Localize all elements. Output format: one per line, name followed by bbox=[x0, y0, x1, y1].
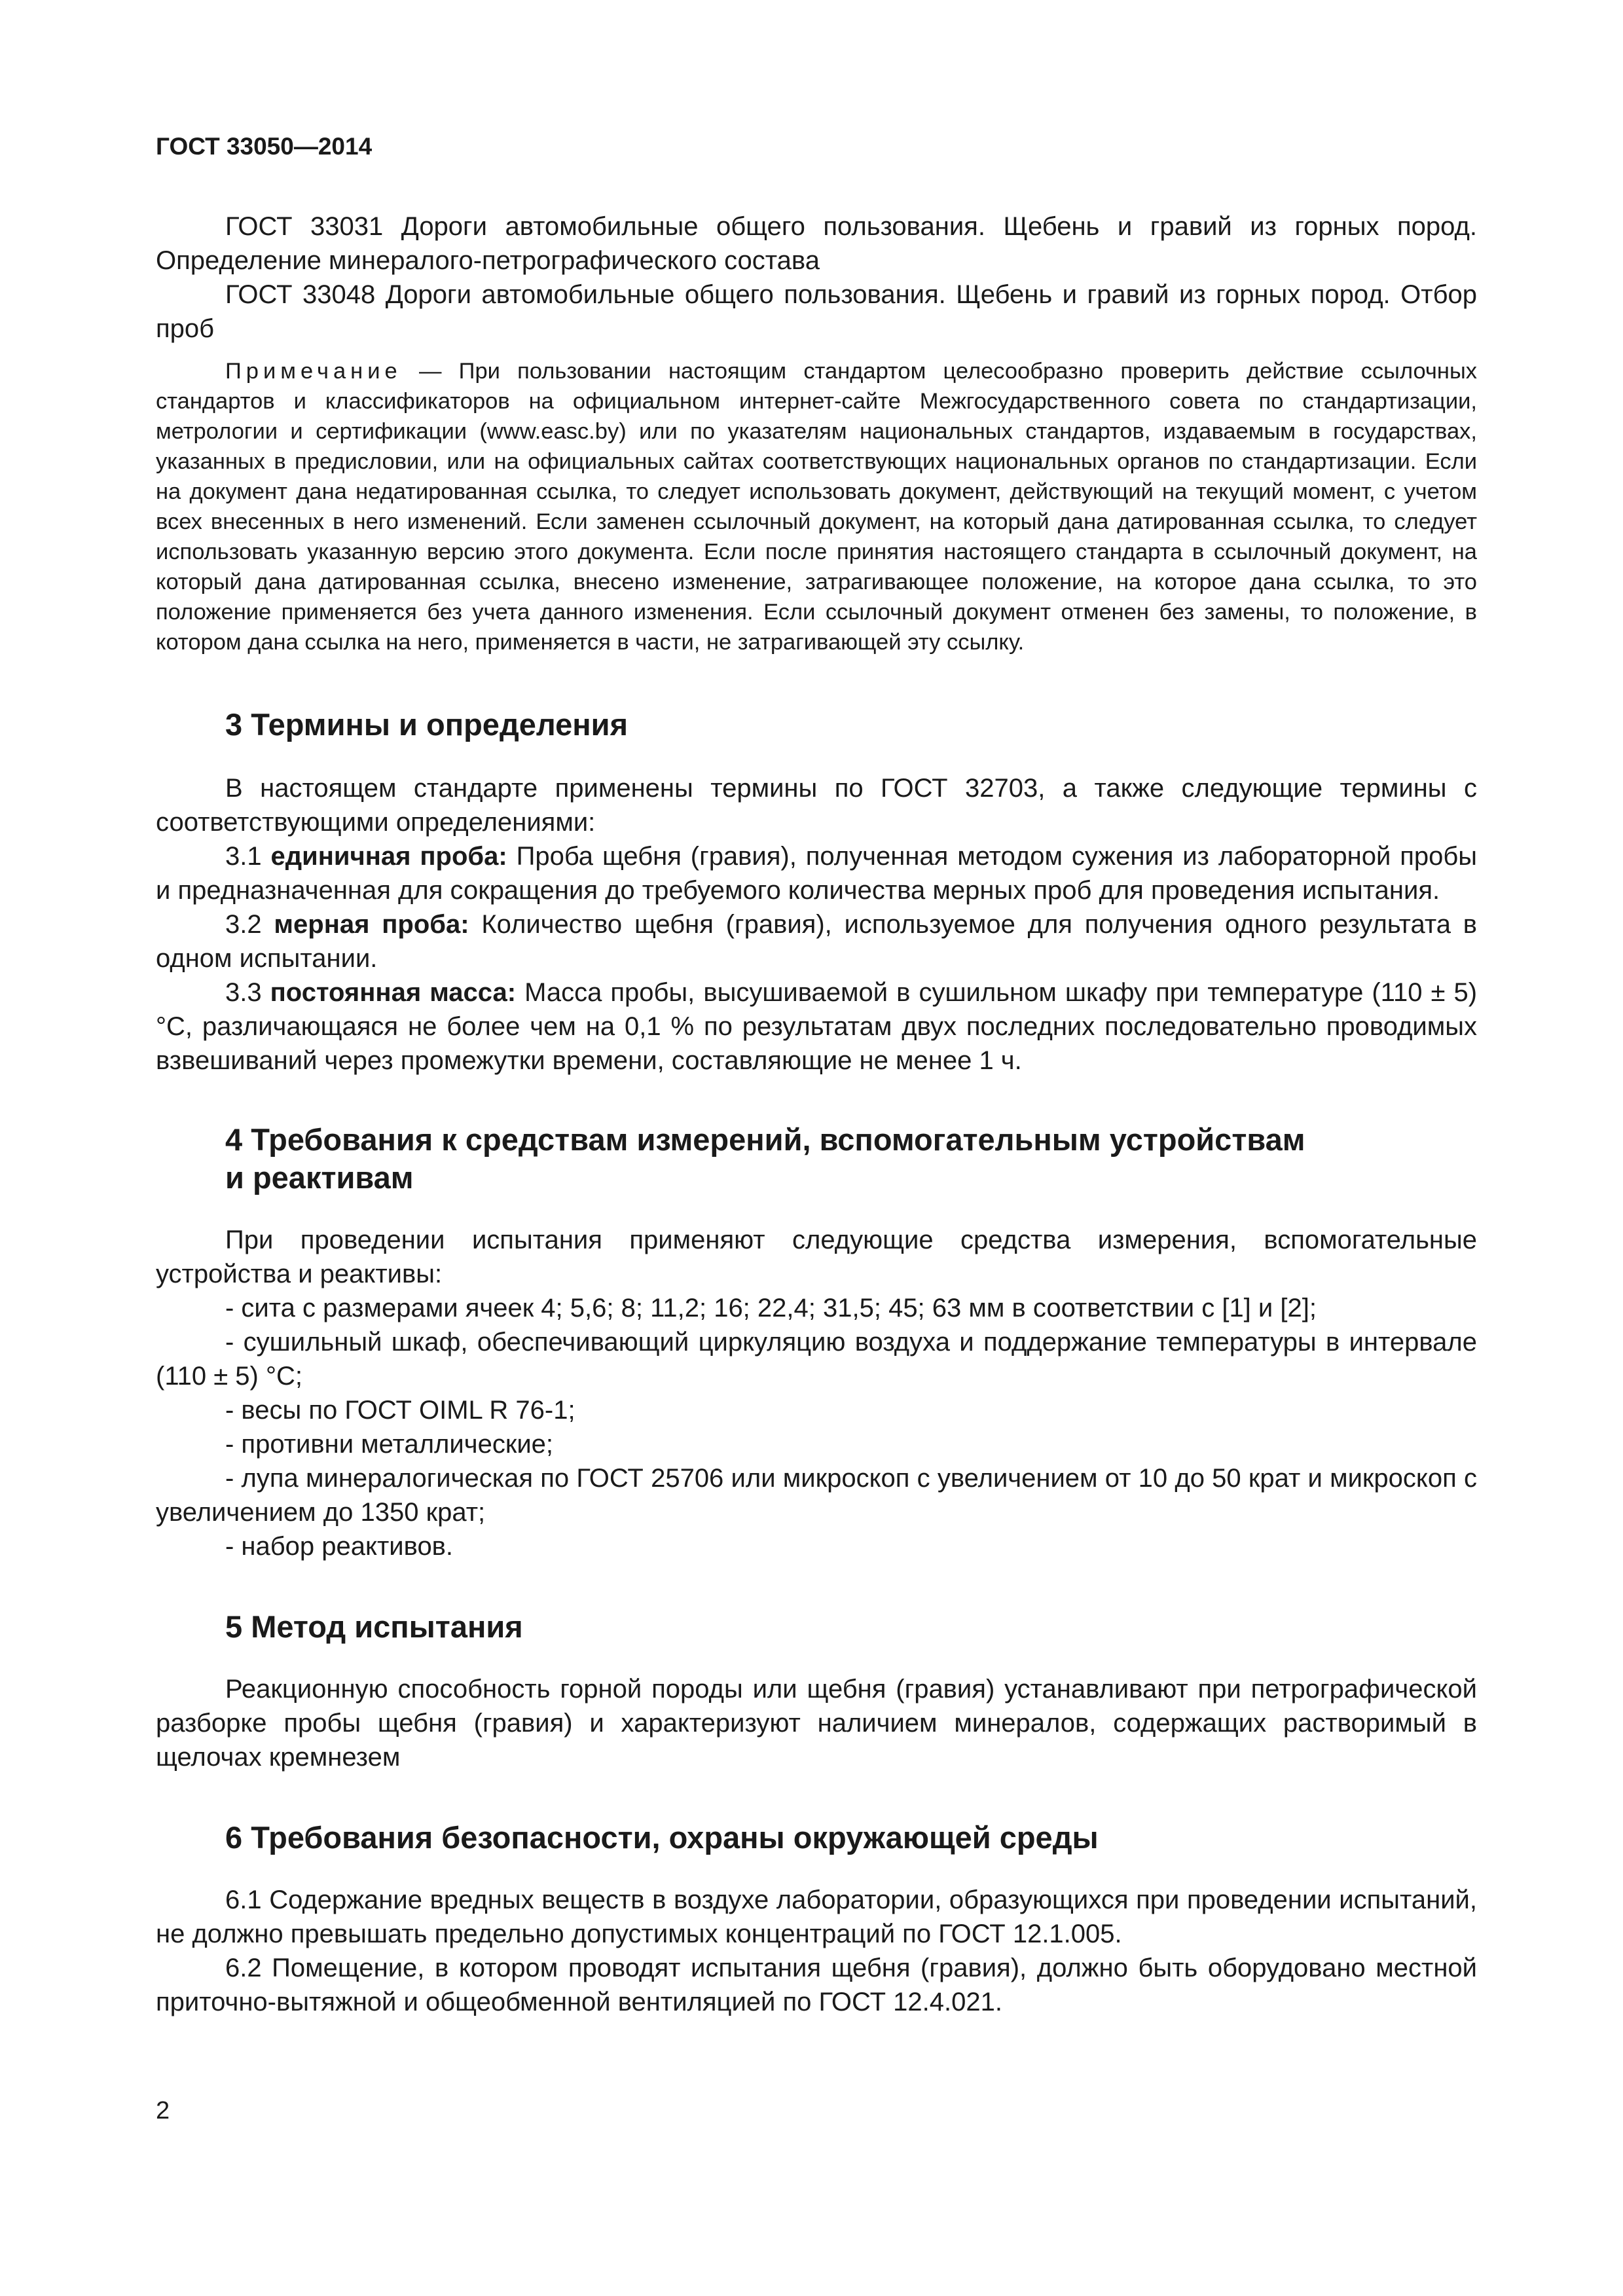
equipment-item: - сита с размерами ячеек 4; 5,6; 8; 11,2; 16; 22,4; 31,5; 45; 63 мм в соответствии с [1] и [2]; bbox=[225, 1294, 1317, 1322]
term-item bbox=[156, 975, 1477, 1078]
note-paragraph bbox=[156, 356, 1477, 657]
section-6-body bbox=[156, 1883, 1477, 2019]
term-item bbox=[156, 907, 1477, 975]
term-number: 3.1 bbox=[225, 842, 271, 871]
equipment-item: - сушильный шкаф, обеспечивающий циркуляцию воздуха и поддержание температуры в интервале (110 ± 5) °С; bbox=[156, 1328, 1477, 1391]
note-text: — При пользовании настоящим стандартом целесообразно проверить действие ссылочных стандартов и классификаторов на официальном интернет-сайте Межгосударственного совета по стандартизации, метрологии и сертификации (www.easc.by) или по указателям национальных стандартов, издаваемым в государствах, указанных в предисловии, или на официальных сайтах соответствующих национальных органов по стандартизации. Если на документ дана недатированная ссылка, то следует использовать документ, действующий на текущий момент, с учетом всех внесенных в него изменений. Если заменен ссылочный документ, на который дана датированная ссылка, то следует использовать указанную версию этого документа. Если после принятия настоящего стандарта в ссылочный документ, на который дана датированная ссылка, внесено изменение, затрагивающее положение, на которое дана ссылка, то это положение применяется без учета данного изменения. Если ссылочный документ отменен без замены, то положение, в котором дана ссылка на него, применяется в части, не затрагивающей эту ссылку. bbox=[156, 359, 1477, 655]
term-item bbox=[156, 839, 1477, 907]
equipment-item: - лупа минералогическая по ГОСТ 25706 или микроскоп с увеличением от 10 до 50 крат и микроскоп с увеличением до 1350 крат; bbox=[156, 1464, 1477, 1527]
term-name: единичная проба: bbox=[270, 842, 507, 871]
section-3-intro: В настоящем стандарте применены термины по ГОСТ 32703, а также следующие термины с соответствующими определениями: bbox=[156, 774, 1477, 837]
section-4-intro: При проведении испытания применяют следующие средства измерения, вспомогательные устройства и реактивы: bbox=[156, 1226, 1477, 1288]
equipment-item: - набор реактивов. bbox=[225, 1532, 454, 1561]
reference-text: Дороги автомобильные общего пользования. Щебень и гравий из горных пород. Отбор проб bbox=[156, 280, 1477, 343]
section-6-item: 6.2 Помещение, в котором проводят испытания щебня (гравия), должно быть оборудовано местной приточно-вытяжной и общеобменной вентиляцией по ГОСТ 12.4.021. bbox=[156, 1954, 1477, 2016]
reference-item bbox=[156, 278, 1477, 346]
term-number: 3.3 bbox=[225, 978, 270, 1007]
section-4-title-line2: и реактивам bbox=[225, 1160, 414, 1195]
section-4-title bbox=[156, 1121, 1477, 1197]
section-6-title: 6 Требования безопасности, охраны окружающей среды bbox=[225, 1820, 1099, 1855]
page-number: 2 bbox=[156, 2097, 170, 2124]
section-5-body bbox=[156, 1672, 1477, 1774]
term-definition: Проба щебня (гравия), полученная методом сужения из лабораторной пробы и предназначенная для сокращения до требуемого количества мерных проб для проведения испытания. bbox=[156, 842, 1478, 905]
reference-item bbox=[156, 210, 1477, 278]
reference-code: ГОСТ 33048 bbox=[225, 280, 376, 309]
section-4-title-line1: 4 Требования к средствам измерений, вспомогательным устройствам bbox=[225, 1122, 1305, 1157]
note-label: Примечание bbox=[225, 359, 402, 384]
term-number: 3.2 bbox=[225, 910, 274, 939]
references-list bbox=[156, 210, 1477, 346]
section-4-body bbox=[156, 1223, 1477, 1563]
section-5-text: Реакционную способность горной породы или щебня (гравия) устанавливают при петрографической разборке пробы щебня (гравия) и характеризуют наличием минералов, содержащих растворимый в щелочах кремнезем bbox=[156, 1675, 1477, 1772]
reference-text: Дороги автомобильные общего пользования. Щебень и гравий из горных пород. Определение минералого-петрографического состава bbox=[156, 212, 1477, 275]
equipment-item: - весы по ГОСТ OIML R 76-1; bbox=[225, 1396, 575, 1425]
section-3-body bbox=[156, 771, 1477, 1078]
section-5-title: 5 Метод испытания bbox=[225, 1609, 523, 1644]
term-definition: Количество щебня (гравия), используемое для получения одного результата в одном испытании. bbox=[156, 910, 1478, 973]
reference-code: ГОСТ 33031 bbox=[225, 212, 384, 241]
term-definition: Масса пробы, высушиваемой в сушильном шкафу при температуре (110 ± 5) °С, различающаяся не более чем на 0,1 % по результатам двух последних последовательно проводимых взвешиваний через промежутки времени, составляющие не менее 1 ч. bbox=[156, 978, 1478, 1075]
document-header: ГОСТ 33050—2014 bbox=[156, 133, 373, 160]
equipment-item: - противни металлические; bbox=[225, 1430, 554, 1459]
document-page bbox=[156, 131, 1477, 2019]
section-3-title: 3 Термины и определения bbox=[225, 707, 628, 742]
term-name: мерная проба: bbox=[274, 910, 469, 939]
term-name: постоянная масса: bbox=[270, 978, 517, 1007]
section-6-item: 6.1 Содержание вредных веществ в воздухе лаборатории, образующихся при проведении испытаний, не должно превышать предельно допустимых концентраций по ГОСТ 12.1.005. bbox=[156, 1886, 1477, 1948]
